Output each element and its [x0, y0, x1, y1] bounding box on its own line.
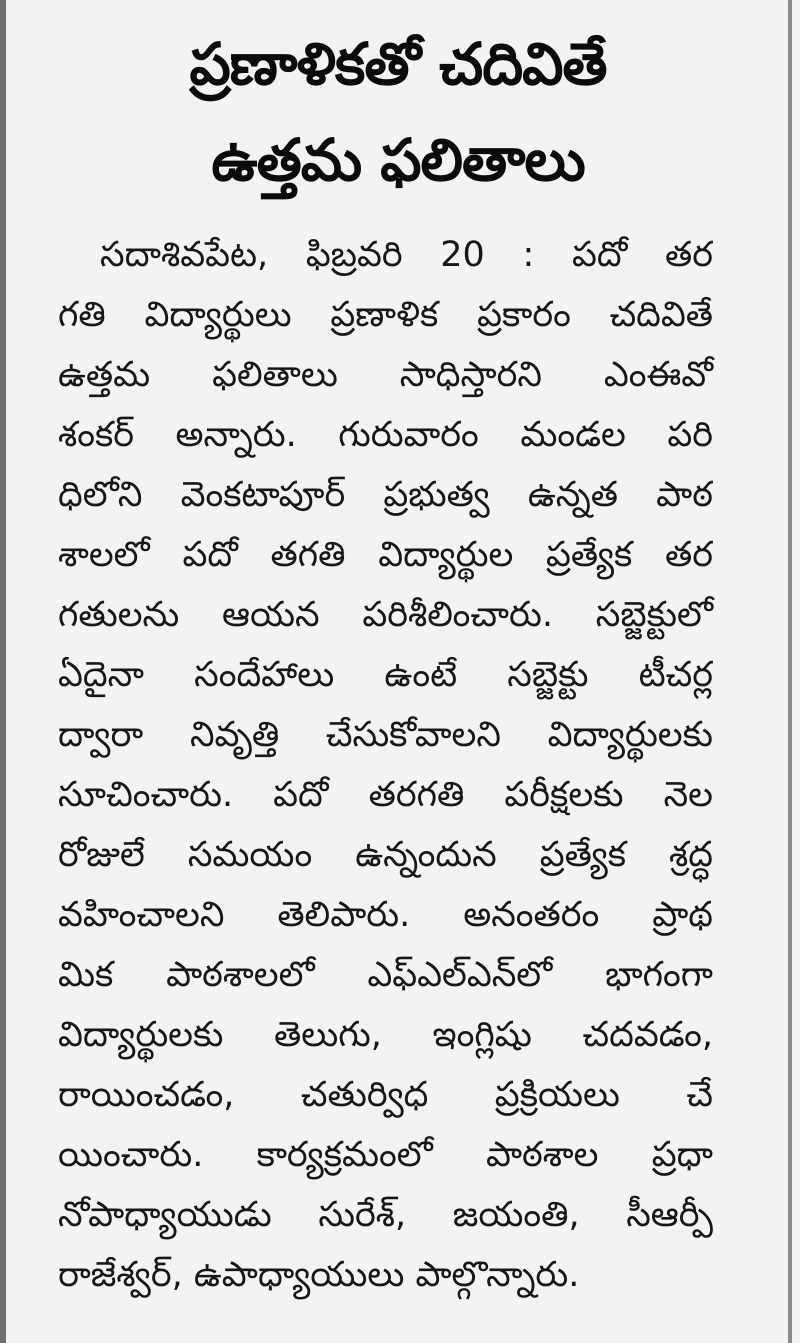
- body-line-18: రాజేశ్వర్, ఉపాధ్యాయులు పాల్గొన్నారు.: [58, 1255, 580, 1295]
- article-headline: [58, 16, 738, 208]
- body-line-15: రాయించడం, చతుర్విధ ప్రక్రియలు చే: [58, 1075, 713, 1115]
- body-line-17: నోపాధ్యాయుడు సురేశ్, జయంతి, సీఆర్పీ: [58, 1195, 713, 1235]
- body-line-1-with-dateline: సదాశివపేట, ఫిబ్రవరి 20 : పదో తర: [100, 235, 713, 275]
- headline-line-1: ప్రణాళికతో చదివితే: [189, 30, 607, 98]
- body-line-2: గతి విద్యార్థులు ప్రణాళిక ప్రకారం చదివితే: [58, 295, 713, 335]
- left-column-rule: [0, 0, 6, 1343]
- body-line-8: ఏదైనా సందేహాలు ఉంటే సబ్జెక్టు టీచర్ల: [58, 655, 713, 695]
- body-line-11: రోజులే సమయం ఉన్నందున ప్రత్యేక శ్రద్ధ: [58, 835, 713, 875]
- body-line-9: ద్వారా నివృత్తి చేసుకోవాలని విద్యార్థులకు: [58, 715, 713, 755]
- body-line-6: శాలలో పదో తగతి విద్యార్థుల ప్రత్యేక తర: [58, 535, 713, 575]
- body-line-12: వహించాలని తెలిపారు. అనంతరం ప్రాథ: [58, 895, 713, 935]
- body-line-13: మిక పాఠశాలలో ఎఫ్ఎల్ఎన్‌లో భాగంగా: [58, 955, 713, 995]
- article-body: [58, 225, 713, 1305]
- headline-line-2: ఉత్తమ ఫలితాలు: [211, 126, 585, 194]
- body-line-3: ఉత్తమ ఫలితాలు సాధిస్తారని ఎంఈవో: [58, 355, 713, 395]
- body-line-7: గతులను ఆయన పరిశీలించారు. సబ్జెక్టులో: [58, 595, 713, 635]
- body-line-10: సూచించారు. పదో తరగతి పరీక్షలకు నెల: [58, 775, 713, 815]
- body-line-4: శంకర్ అన్నారు. గురువారం మండల పరి: [58, 415, 713, 455]
- right-column-rule: [788, 0, 792, 1343]
- body-line-14: విద్యార్థులకు తెలుగు, ఇంగ్లిషు చదవడం,: [58, 1015, 713, 1055]
- body-line-5: ధిలోని వెంకటాపూర్ ప్రభుత్వ ఉన్నత పాఠ: [58, 475, 713, 515]
- body-line-16: యించారు. కార్యక్రమంలో పాఠశాల ప్రధా: [58, 1135, 713, 1175]
